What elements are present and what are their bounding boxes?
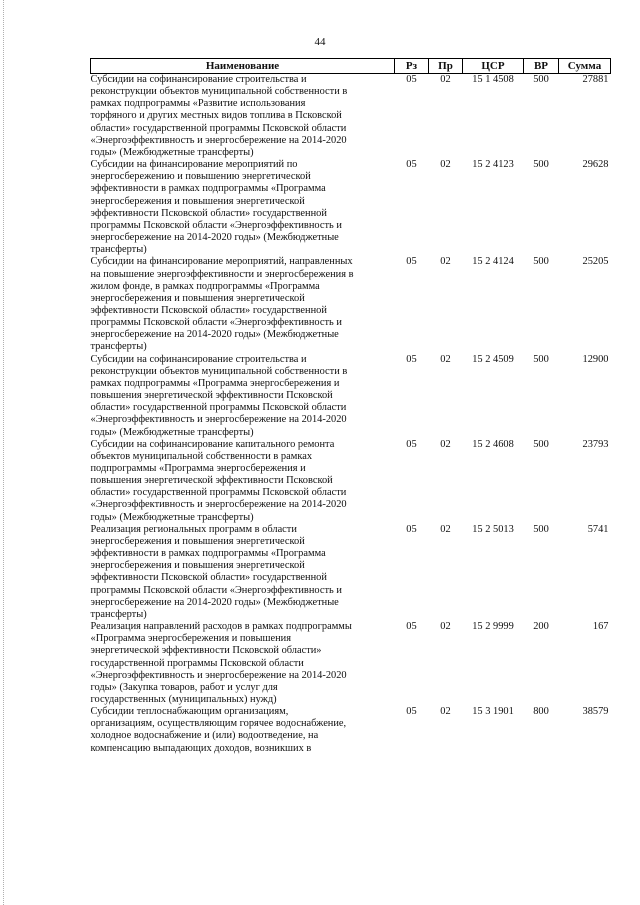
row-csr: 15 3 1901: [472, 706, 514, 718]
row-name-line: программы Псковской области «Энергоэффективность и: [90, 584, 342, 596]
table-row: [91, 74, 611, 160]
page-number: 44: [314, 36, 326, 48]
scan-margin-edge: [0, 0, 4, 905]
row-name-line: «Энергоэффективность и энергосбережение на 2014-2020: [90, 669, 347, 681]
row-name-line: государственной программы Псковской области: [90, 657, 304, 669]
header-vr: ВР: [524, 59, 559, 74]
row-name-line: Субсидии на софинансирование капитального ремонта: [90, 438, 335, 450]
row-name-line: годы» (Межбюджетные трансферты): [90, 146, 254, 158]
row-name-line: трансферты): [90, 244, 147, 256]
row-name-line: энергосбережение на 2014-2020 годы» (Межбюджетные: [90, 232, 339, 244]
row-csr: 15 2 4509: [472, 353, 514, 365]
row-vr: 200: [533, 621, 549, 633]
row-rz: 05: [406, 438, 417, 450]
row-name-line: эффективности Псковской области» государственной: [90, 572, 327, 584]
row-vr: 500: [533, 74, 549, 85]
row-name-line: энергосбережение на 2014-2020 годы» (Межбюджетные: [90, 596, 339, 608]
row-csr: 15 2 4123: [472, 159, 514, 171]
row-name-line: энергосбережения и повышения энергетической: [90, 292, 305, 304]
row-name-line: рамках подпрограммы «Развитие использования: [90, 98, 306, 110]
table-row: [91, 621, 611, 706]
row-rz: 05: [406, 523, 417, 535]
row-vr: 500: [533, 353, 549, 365]
table-row: [91, 706, 611, 755]
row-name: [91, 74, 395, 160]
row-name-line: Субсидии теплоснабжающим организациям,: [90, 706, 289, 718]
row-sum: 5741: [587, 523, 609, 535]
row-name: [91, 524, 395, 621]
row-name-line: энергосбережения и повышения энергетической: [90, 535, 305, 547]
row-pr: 02: [440, 706, 451, 718]
row-rz: 05: [406, 256, 417, 268]
row-name-line: Реализация направлений расходов в рамках подпрограммы: [90, 621, 352, 633]
row-vr: 800: [533, 706, 549, 718]
table-row: [91, 159, 611, 256]
row-name-line: государственных (муниципальных) нужд): [90, 693, 277, 705]
row-name-line: Субсидии на софинансирование строительства и: [90, 74, 307, 85]
header-rz: Рз: [395, 59, 429, 74]
row-csr: 15 2 4608: [472, 438, 514, 450]
row-name-line: энергетической эффективности Псковской области»: [90, 645, 322, 657]
row-vr: 500: [533, 159, 549, 171]
row-name-line: эффективности в рамках подпрограммы «Программа: [90, 548, 326, 560]
row-vr: 500: [533, 256, 549, 268]
row-name-line: Субсидии на софинансирование строительства и: [90, 353, 307, 365]
row-name: [91, 621, 395, 706]
row-name-line: реконструкции объектов муниципальной собственности в: [90, 86, 348, 98]
row-name: [91, 354, 395, 439]
row-name-line: рамках подпрограммы «Программа энергосбережения и: [90, 377, 340, 389]
row-csr: 15 2 9999: [472, 621, 514, 633]
row-name-line: эффективности Псковской области» государственной: [90, 304, 327, 316]
row-name-line: энергосбережению и повышению энергетической: [90, 171, 311, 183]
row-sum: 12900: [582, 353, 609, 365]
row-rz: 05: [406, 621, 417, 633]
table-row: [91, 524, 611, 621]
row-name-line: «Программа энергосбережения и повышения: [90, 633, 292, 645]
header-csr: ЦСР: [463, 59, 524, 74]
row-sum: 27881: [582, 74, 609, 85]
row-name-line: эффективности Псковской области» государственной: [90, 207, 327, 219]
row-name: [91, 159, 395, 256]
row-vr: 500: [533, 438, 549, 450]
row-name-line: энергосбережения и повышения энергетической: [90, 195, 305, 207]
row-rz: 05: [406, 706, 417, 718]
row-pr: 02: [440, 74, 451, 85]
row-csr: 15 2 4124: [472, 256, 514, 268]
table-row: [91, 256, 611, 353]
row-name-line: повышения энергетической эффективности Псковской: [90, 390, 333, 402]
row-name-line: Реализация региональных программ в области: [90, 523, 297, 535]
header-row: [91, 59, 611, 74]
row-name-line: Субсидии на финансирование мероприятий по: [90, 159, 298, 171]
row-pr: 02: [440, 353, 451, 365]
row-sum: 25205: [582, 256, 609, 268]
row-name-line: годы» (Закупка товаров, работ и услуг для: [90, 681, 278, 693]
row-sum: 38579: [582, 706, 609, 718]
row-name-line: трансферты): [90, 341, 147, 353]
row-name-line: повышения энергетической эффективности Псковской: [90, 475, 333, 487]
row-name-line: подпрограммы «Программа энергосбережения и: [90, 463, 306, 474]
row-name: [91, 706, 395, 755]
row-name-line: «Энергоэффективность и энергосбережение на 2014-2020: [90, 414, 347, 426]
row-name-line: «Энергоэффективность и энергосбережение на 2014-2020: [90, 499, 347, 511]
row-name-line: энергосбережения и повышения энергетической: [90, 560, 305, 572]
row-name-line: области» государственной программы Псковской области: [90, 487, 347, 499]
table-row: [91, 354, 611, 439]
table-body: [91, 74, 611, 755]
row-name-line: годы» (Межбюджетные трансферты): [90, 511, 254, 523]
row-pr: 02: [440, 523, 451, 535]
row-pr: 02: [440, 621, 451, 633]
row-name-line: объектов муниципальной собственности в рамках: [90, 450, 313, 462]
row-name-line: трансферты): [90, 608, 147, 620]
row-name-line: компенсацию выпадающих доходов, возникших в: [90, 742, 312, 754]
row-name-line: программы Псковской области «Энергоэффективность и: [90, 317, 342, 329]
header-pr: Пр: [429, 59, 463, 74]
row-name-line: Субсидии на финансирование мероприятий, направленных: [90, 256, 353, 268]
row-sum: 29628: [582, 159, 609, 171]
row-csr: 15 1 4508: [472, 74, 514, 85]
row-sum: 167: [592, 621, 609, 633]
budget-table: [90, 58, 611, 755]
row-name-line: организациям, осуществляющим горячее водоснабжение,: [90, 718, 347, 730]
header-sum: Сумма: [559, 59, 611, 74]
row-pr: 02: [440, 438, 451, 450]
row-name: [91, 256, 395, 353]
row-rz: 05: [406, 74, 417, 85]
row-name-line: годы» (Межбюджетные трансферты): [90, 426, 254, 438]
row-name-line: реконструкции объектов муниципальной собственности в: [90, 365, 348, 377]
row-csr: 15 2 5013: [472, 523, 514, 535]
row-name-line: эффективности в рамках подпрограммы «Программа: [90, 183, 326, 195]
row-pr: 02: [440, 256, 451, 268]
row-rz: 05: [406, 353, 417, 365]
row-sum: 23793: [582, 438, 609, 450]
row-name-line: жилом фонде, в рамках подпрограммы «Программа: [90, 280, 320, 292]
row-rz: 05: [406, 159, 417, 171]
row-vr: 500: [533, 523, 549, 535]
row-name-line: энергосбережение на 2014-2020 годы» (Межбюджетные: [90, 329, 339, 341]
row-name-line: программы Псковской области «Энергоэффективность и: [90, 219, 342, 231]
table-header: [91, 59, 611, 74]
row-name-line: «Энергоэффективность и энергосбережение на 2014-2020: [90, 134, 347, 146]
row-name-line: холодное водоснабжение и (или) водоотведение, на: [90, 730, 319, 742]
table-row: [91, 439, 611, 524]
row-pr: 02: [440, 159, 451, 171]
row-name-line: на повышение энергоэффективности и энергосбережения в: [90, 268, 354, 280]
row-name-line: области» государственной программы Псковской области: [90, 402, 347, 414]
row-name-line: области» государственной программы Псковской области: [90, 122, 347, 134]
header-name: Наименование: [91, 59, 395, 74]
row-name: [91, 439, 395, 524]
row-name-line: торфяного и других местных видов топлива в Псковской: [90, 110, 342, 122]
